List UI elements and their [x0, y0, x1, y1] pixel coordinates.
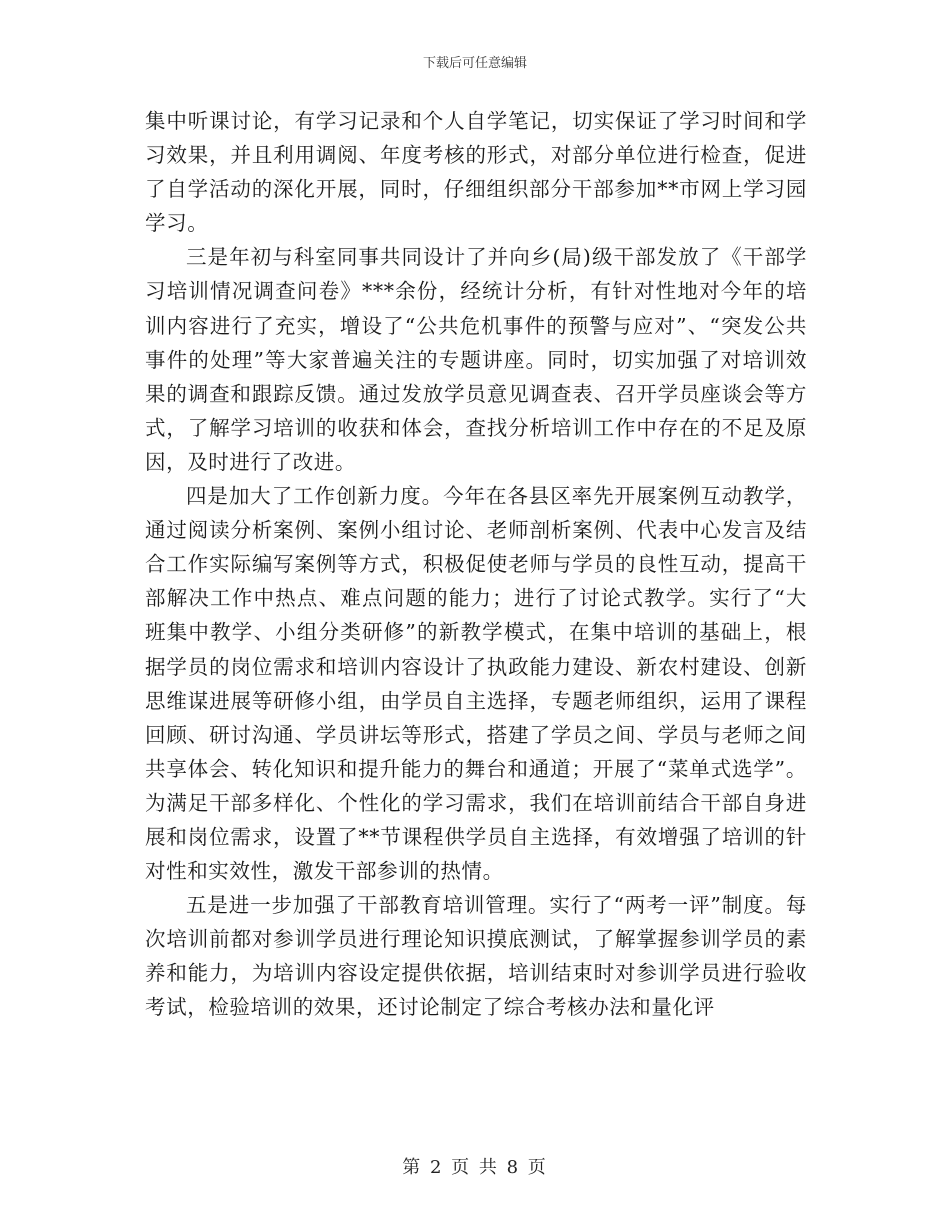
- paragraph-four: 四是加大了工作创新力度。今年在各县区率先开展案例互动教学，通过阅读分析案例、案例小组讨论、老师剖析案例、代表中心发言及结合工作实际编写案例等方式，积极促使老师与学员的良性互动，提高干部解决工作中热点、难点问题的能力；进行了讨论式教学。实行了“大班集中教学、小组分类研修”的新教学模式，在集中培训的基础上，根据学员的岗位需求和培训内容设计了执政能力建设、新农村建设、创新思维谋进展等研修小组，由学员自主选择，专题老师组织，运用了课程回顾、研讨沟通、学员讲坛等形式，搭建了学员之间、学员与老师之间共享体会、转化知识和提升能力的舞台和通道；开展了“菜单式选学”。为满足干部多样化、个性化的学习需求，我们在培训前结合干部自身进展和岗位需求，设置了**节课程供学员自主选择，有效增强了培训的针对性和实效性，激发干部参训的热情。: [145, 484, 807, 884]
- paragraph-five: 五是进一步加强了干部教育培训管理。实行了“两考一评”制度。每次培训前都对参训学员进行理论知识摸底测试，了解掌握参训学员的素养和能力，为培训内容设定提供依据，培训结束时对参训学员进行验收考试，检验培训的效果，还讨论制定了综合考核办法和量化评: [145, 893, 807, 1020]
- paragraph-three: 三是年初与科室同事共同设计了并向乡(局)级干部发放了《干部学习培训情况调查问卷》***余份，经统计分析，有针对性地对今年的培训内容进行了充实，增设了“公共危机事件的预警与应对”、“突发公共事件的处理”等大家普遍关注的专题讲座。同时，切实加强了对培训效果的调查和跟踪反馈。通过发放学员意见调查表、召开学员座谈会等方式，了解学习培训的收获和体会，查找分析培训工作中存在的不足及原因，及时进行了改进。: [145, 245, 807, 474]
- paragraph-continuation: 集中听课讨论，有学习记录和个人自学笔记，切实保证了学习时间和学习效果，并且利用调阅、年度考核的形式，对部分单位进行检查，促进了自学活动的深化开展，同时，仔细组织部分干部参加**市网上学习园学习。: [145, 109, 807, 236]
- page-header-note: 下载后可任意编辑: [422, 56, 527, 71]
- page-number-footer: 第 2 页 共 8 页: [402, 1157, 548, 1178]
- document-body: [145, 104, 807, 1025]
